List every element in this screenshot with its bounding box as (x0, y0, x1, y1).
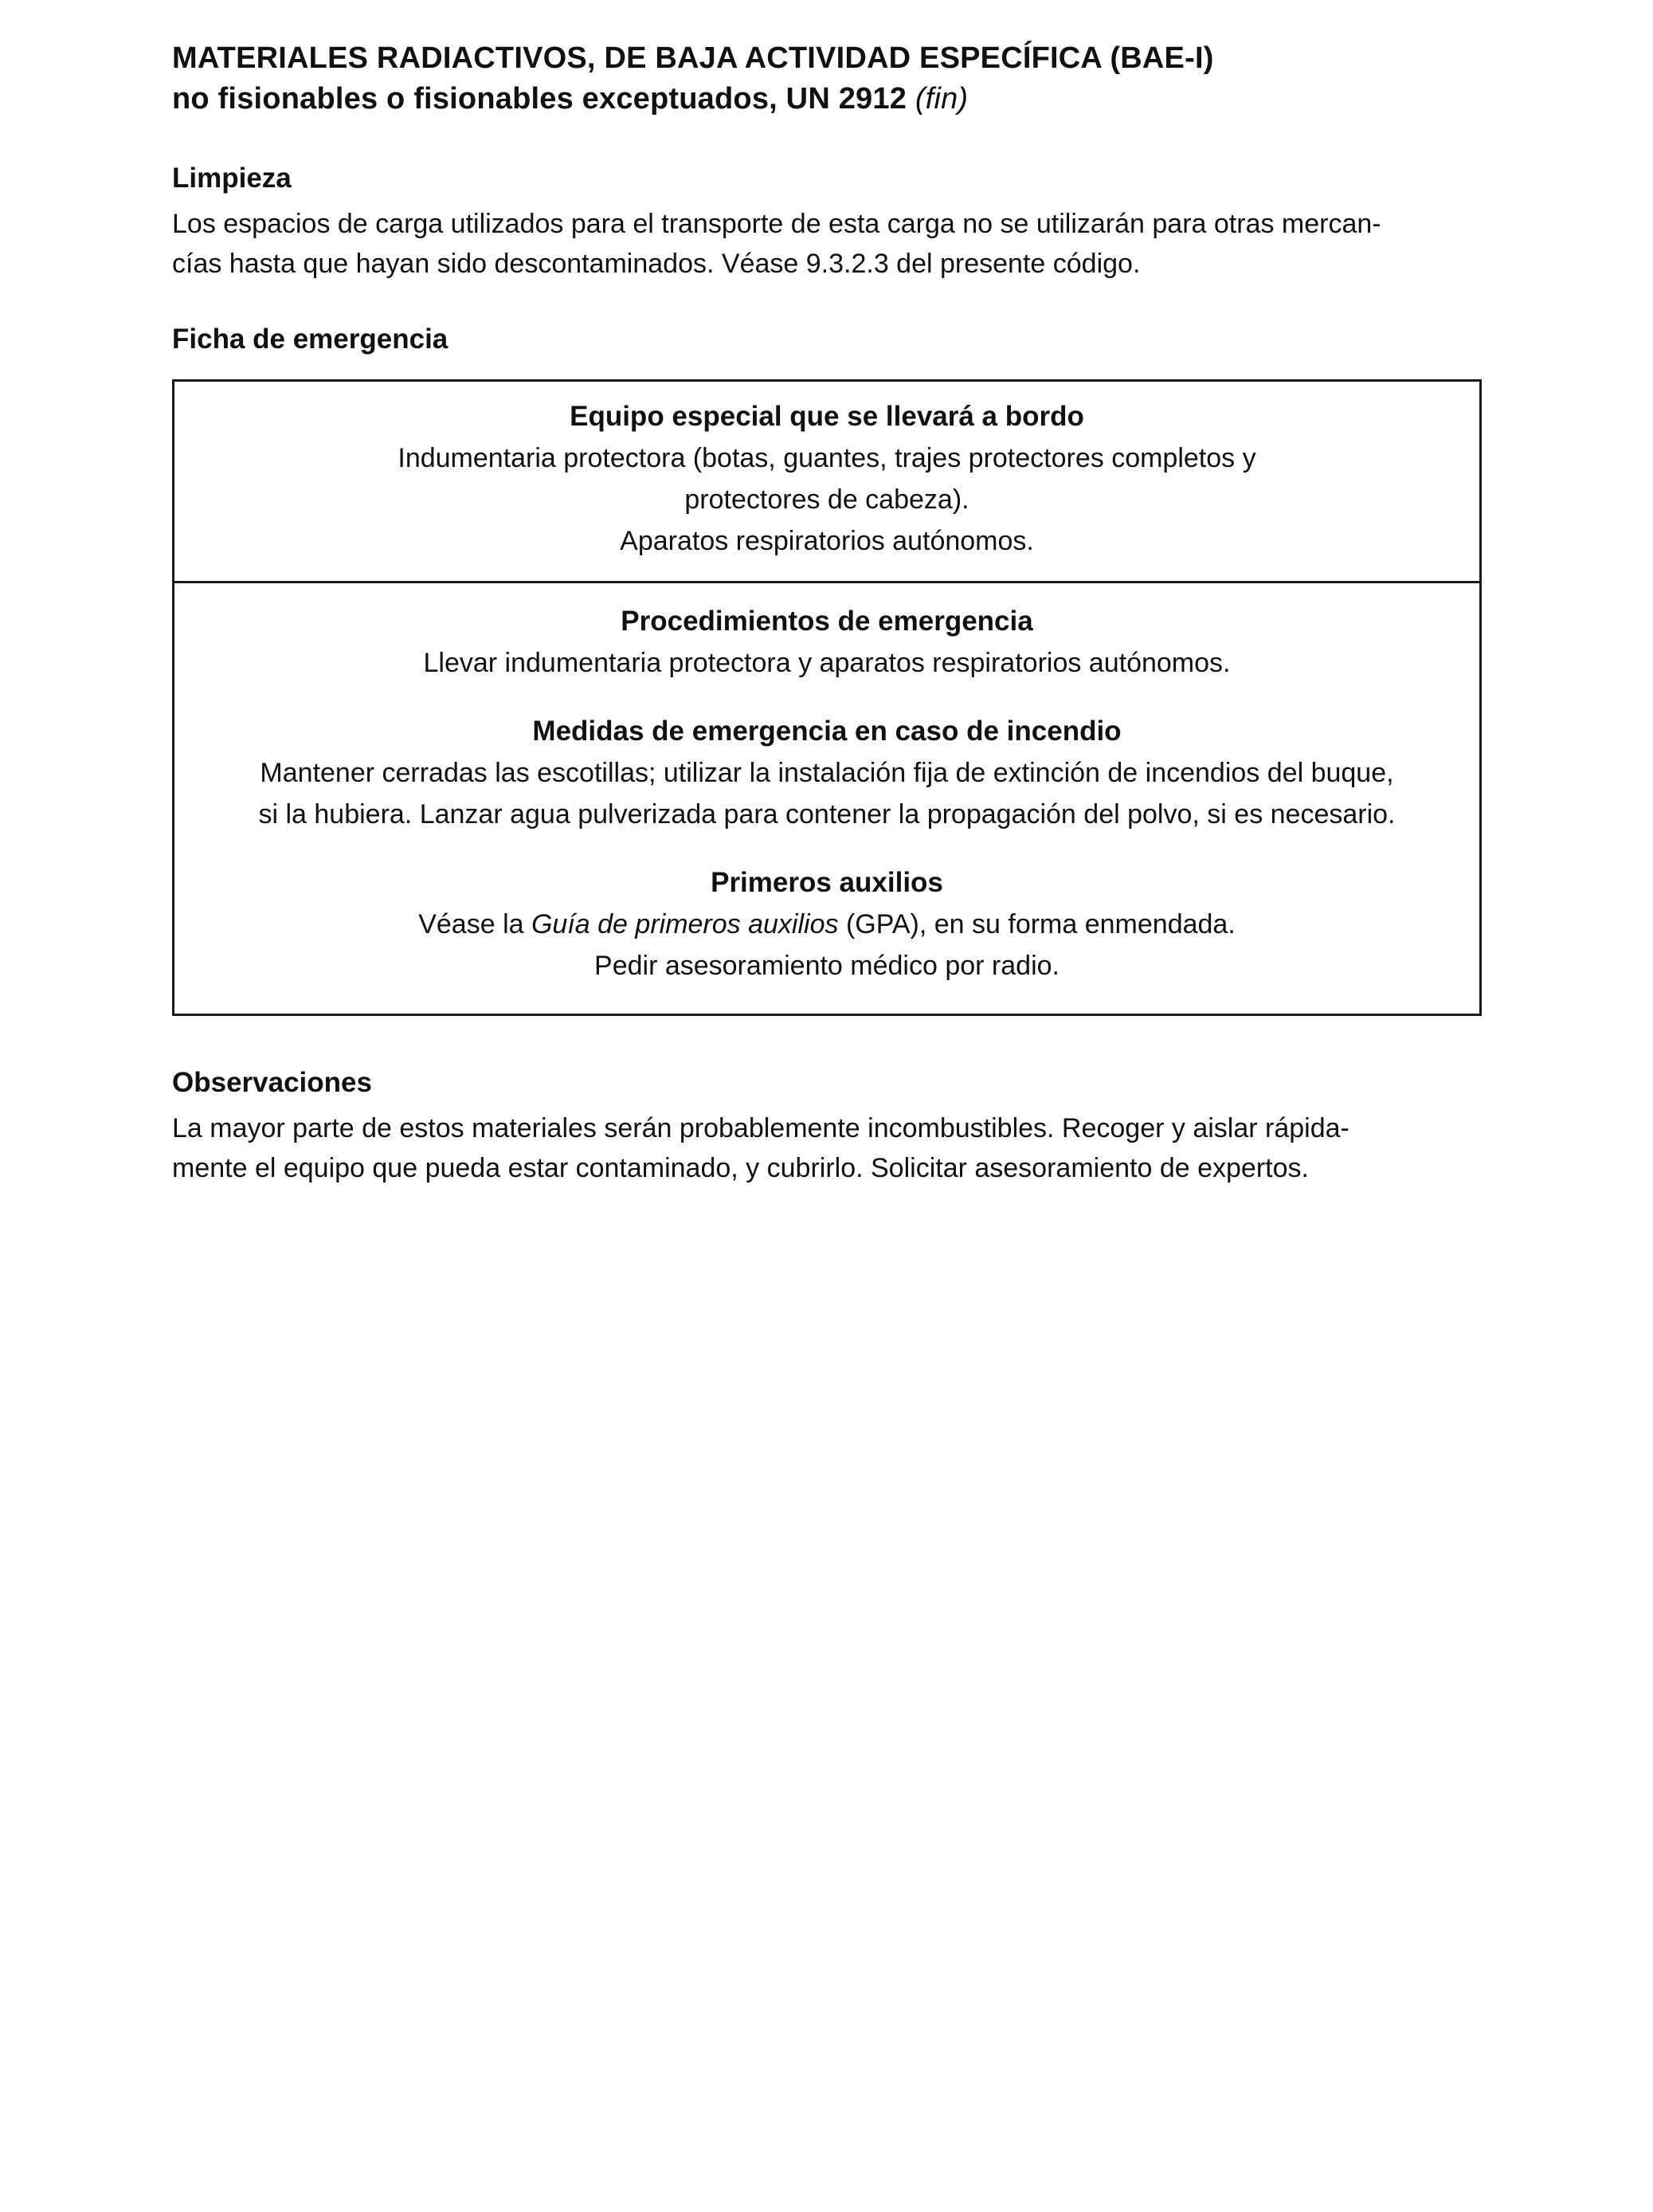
fire-measures-text: Mantener cerradas las escotillas; utilizar la instalación fija de extinción de incendios del buque, si la hubiera. Lanzar agua pulverizada para contener la propagación del polvo, si es necesario. (258, 758, 1396, 830)
special-equipment-title: Equipo especial que se llevará a bordo (570, 401, 1084, 432)
procedures-text: Llevar indumentaria protectora y aparatos respiratorios autónomos. (423, 648, 1231, 678)
first-aid-title: Primeros auxilios (711, 867, 943, 898)
first-aid-line1-prefix: Véase la (418, 909, 531, 939)
special-equipment-text: Indumentaria protectora (botas, guantes, trajes protectores completos y protectores de cabeza). Aparatos respiratorios autónomos. (398, 443, 1256, 556)
limpieza-paragraph: Los espacios de carga utilizados para el transporte de esta carga no se utilizarán para otras mercan- cías hasta que hayan sido descontaminados. Véase 9.3.2.3 del presente código. (172, 209, 1381, 279)
special-equipment-cell (174, 382, 1479, 583)
heading-ficha-de-emergencia: Ficha de emergencia (172, 324, 449, 355)
heading-observaciones: Observaciones (172, 1067, 372, 1098)
fire-measures-title: Medidas de emergencia en caso de incendio (532, 716, 1122, 747)
first-aid-line1-suffix: (GPA), en su forma enmendada. (838, 909, 1236, 939)
first-aid-line1 (206, 904, 1447, 945)
fire-measures-group (206, 711, 1447, 835)
emergency-schedule-box (172, 379, 1482, 1016)
heading-limpieza: Limpieza (172, 163, 292, 194)
page-title-fin-marker: (fin) (915, 82, 969, 116)
procedures-group (206, 601, 1447, 684)
first-aid-line2: Pedir asesoramiento médico por radio. (594, 951, 1060, 981)
title-spacer (907, 82, 915, 116)
page-title-line2 (172, 79, 1482, 120)
page-title (172, 38, 1482, 120)
page-title-line1: MATERIALES RADIACTIVOS, DE BAJA ACTIVIDAD ESPECÍFICA (BAE-I) (172, 41, 1214, 75)
first-aid-group (206, 862, 1447, 986)
procedures-title: Procedimientos de emergencia (621, 606, 1033, 637)
page-title-line2-bold: no fisionables o fisionables exceptuados, UN 2912 (172, 82, 907, 116)
first-aid-guide-reference: Guía de primeros auxilios (531, 909, 839, 939)
observaciones-paragraph: La mayor parte de estos materiales serán probablemente incombustibles. Recoger y aislar rápida- mente el equipo que pueda estar contaminado, y cubrirlo. Solicitar asesoramiento de expertos. (172, 1113, 1349, 1183)
emergency-procedures-cell (174, 583, 1479, 1014)
